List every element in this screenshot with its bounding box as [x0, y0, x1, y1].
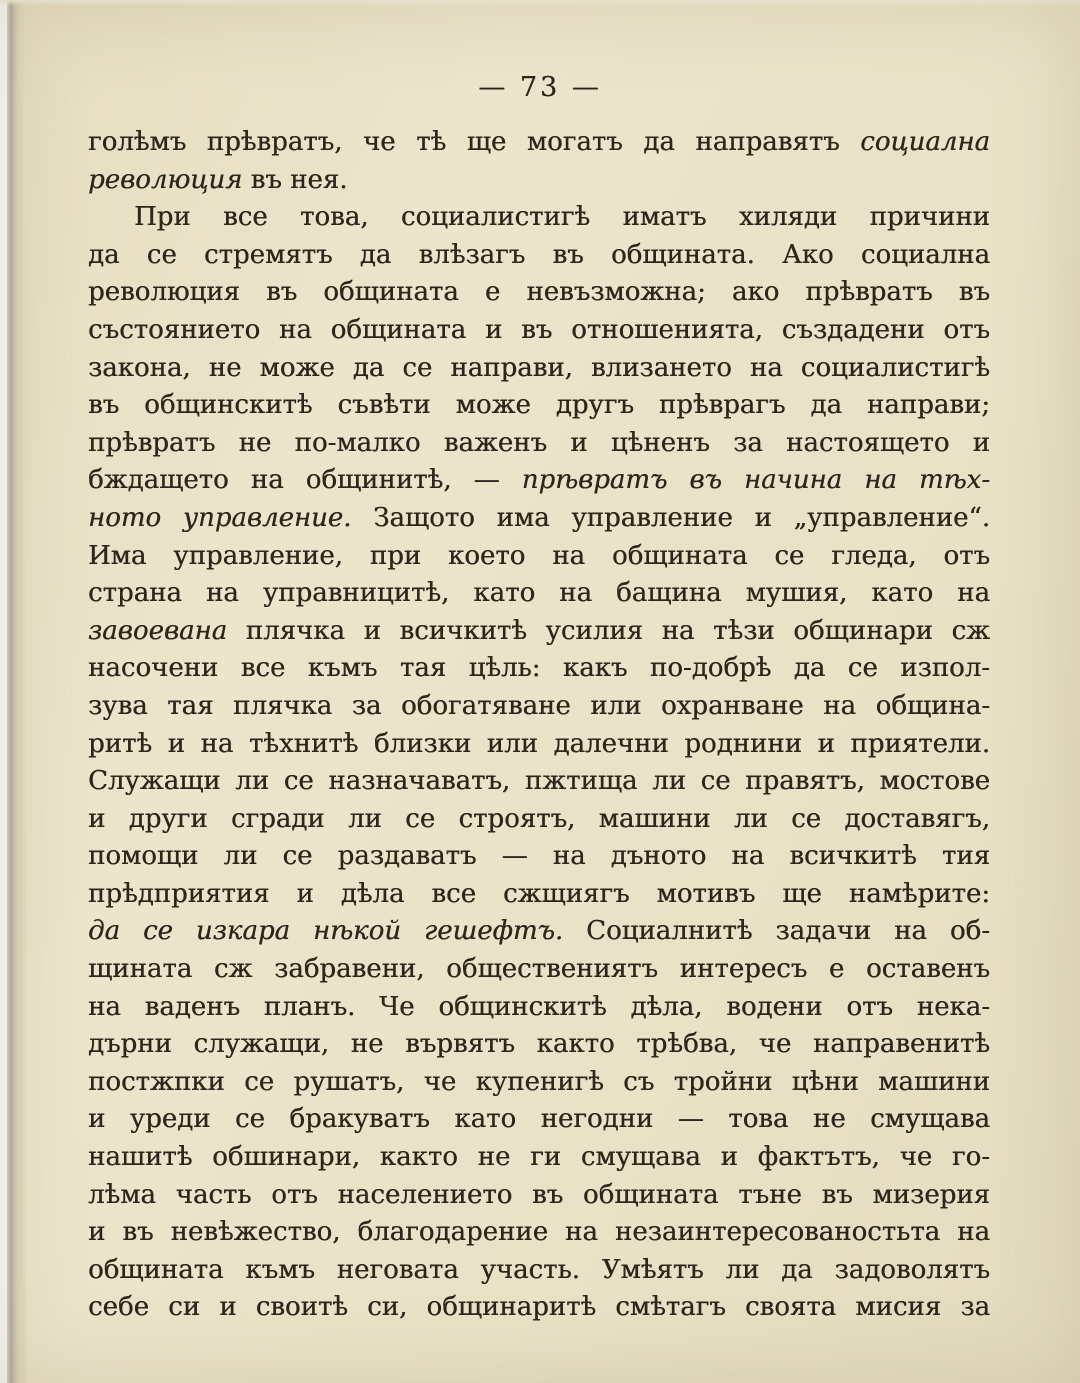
text-block [88, 124, 990, 1327]
text-line [88, 613, 990, 651]
page-number: — 73 — [478, 72, 602, 103]
text-segment: щината сж забравени, обществениятъ интересъ е оставенъ [88, 954, 990, 985]
text-line [88, 801, 990, 839]
text-segment: общината къмъ неговата участь. Умѣятъ ли да задоволятъ [88, 1254, 990, 1285]
text-line [88, 162, 990, 200]
text-line [88, 951, 990, 989]
italic-text-segment: социална [860, 127, 990, 157]
text-segment: дърни служащи, не вървятъ както трѣбва, че направенитѣ [88, 1029, 990, 1060]
book-spine-edge [0, 0, 26, 1383]
text-line [88, 913, 990, 951]
italic-text-segment: революция [88, 164, 243, 195]
italic-text-segment: ното управление. [88, 502, 352, 533]
italic-text-segment: прѣвратъ въ начина на тѣх- [521, 465, 990, 496]
text-segment: и въ невѣжество, благодарение на незаинтересованостьта на [88, 1217, 990, 1248]
italic-text-segment: да се изкара нѣкой гешефтъ. [88, 916, 564, 947]
text-segment: прѣвратъ не по-малко важенъ и цѣненъ за настоящето и [88, 427, 990, 458]
text-line [88, 575, 990, 613]
text-line [88, 199, 990, 237]
text-segment: въ нея. [242, 164, 348, 195]
text-line [88, 124, 990, 162]
text-segment: и уреди се бракуватъ като негодни — това не смущава [88, 1104, 990, 1135]
text-segment: състоянието на общината и въ отношенията, създадени отъ [88, 314, 990, 345]
text-line [88, 1139, 990, 1177]
text-line [88, 1177, 990, 1215]
text-line [88, 500, 990, 538]
text-segment: насочени все къмъ тая цѣль: какъ по-добрѣ да се изпол- [88, 653, 990, 684]
text-segment: да се стремятъ да влѣзагъ въ общината. Ако социална [88, 239, 990, 270]
text-segment: голѣмъ прѣвратъ, че тѣ ще могатъ да направятъ [88, 127, 861, 157]
text-line [88, 462, 990, 500]
text-line [88, 838, 990, 876]
text-segment: ритѣ и на тѣхнитѣ близки или далечни роднини и приятели. [88, 728, 990, 759]
text-segment: прѣдприятия и дѣла все сжщиягъ мотивъ ще намѣрите: [88, 878, 990, 909]
text-line [88, 1252, 990, 1290]
text-line [88, 763, 990, 801]
text-segment: въ общинскитѣ съвѣти може другъ прѣврагъ да направи; [88, 390, 990, 421]
italic-text-segment: завоевана [88, 615, 228, 646]
text-line [88, 350, 990, 388]
text-line [88, 312, 990, 350]
text-segment: на ваденъ планъ. Че общинскитѣ дѣла, водени отъ нека- [88, 991, 990, 1022]
text-segment: Служащи ли се назначаватъ, пжтища ли се правятъ, мостове [88, 766, 990, 797]
text-segment: помощи ли се раздаватъ — на дъното на всичкитѣ тия [88, 841, 990, 872]
text-segment: закона, не може да се направи, влизането на социалистигѣ [88, 352, 990, 383]
text-line [88, 237, 990, 275]
text-segment: Защото има управление и „управление“. [351, 502, 990, 533]
text-segment: лѣма часть отъ населението въ общината тъне въ мизерия [88, 1179, 990, 1210]
text-line [88, 274, 990, 312]
text-segment: бждащето на общинитѣ, — [88, 465, 522, 496]
text-segment: нашитѣ обшинари, както не ги смущава и фактътъ, че го- [88, 1142, 990, 1173]
text-line [88, 1064, 990, 1102]
text-line [88, 650, 990, 688]
text-segment: страна на управницитѣ, като на бащина мушия, като на [88, 578, 990, 609]
text-line [88, 688, 990, 726]
text-line [88, 1214, 990, 1252]
text-segment: зува тая плячка за обогатяване или охранване на община- [88, 690, 990, 721]
text-segment: себе си и своитѣ си, общинаритѣ смѣтагъ своята мисия за [88, 1292, 990, 1323]
text-segment: При все това, социалистигѣ иматъ хиляди причини [134, 202, 990, 233]
text-line [88, 425, 990, 463]
page-top-edge [0, 0, 1080, 6]
text-segment: революция въ общината е невъзможна; ако прѣвратъ въ [88, 277, 990, 308]
text-line [88, 538, 990, 576]
text-line [88, 876, 990, 914]
text-segment: и други сгради ли се строятъ, машини ли се доставягъ, [88, 803, 990, 834]
text-line [88, 1101, 990, 1139]
text-line [88, 1026, 990, 1064]
text-line [88, 726, 990, 764]
text-segment: постжпки се рушатъ, че купенигѣ съ тройни цѣни машини [88, 1066, 990, 1097]
text-segment: Има управление, при което на общината се гледа, отъ [88, 540, 990, 571]
text-segment: Социалнитѣ задачи на об- [563, 916, 990, 947]
text-segment: плячка и всичкитѣ усилия на тѣзи общинари сж [227, 615, 990, 646]
text-line [88, 387, 990, 425]
text-line [88, 989, 990, 1027]
text-line [88, 1289, 990, 1327]
